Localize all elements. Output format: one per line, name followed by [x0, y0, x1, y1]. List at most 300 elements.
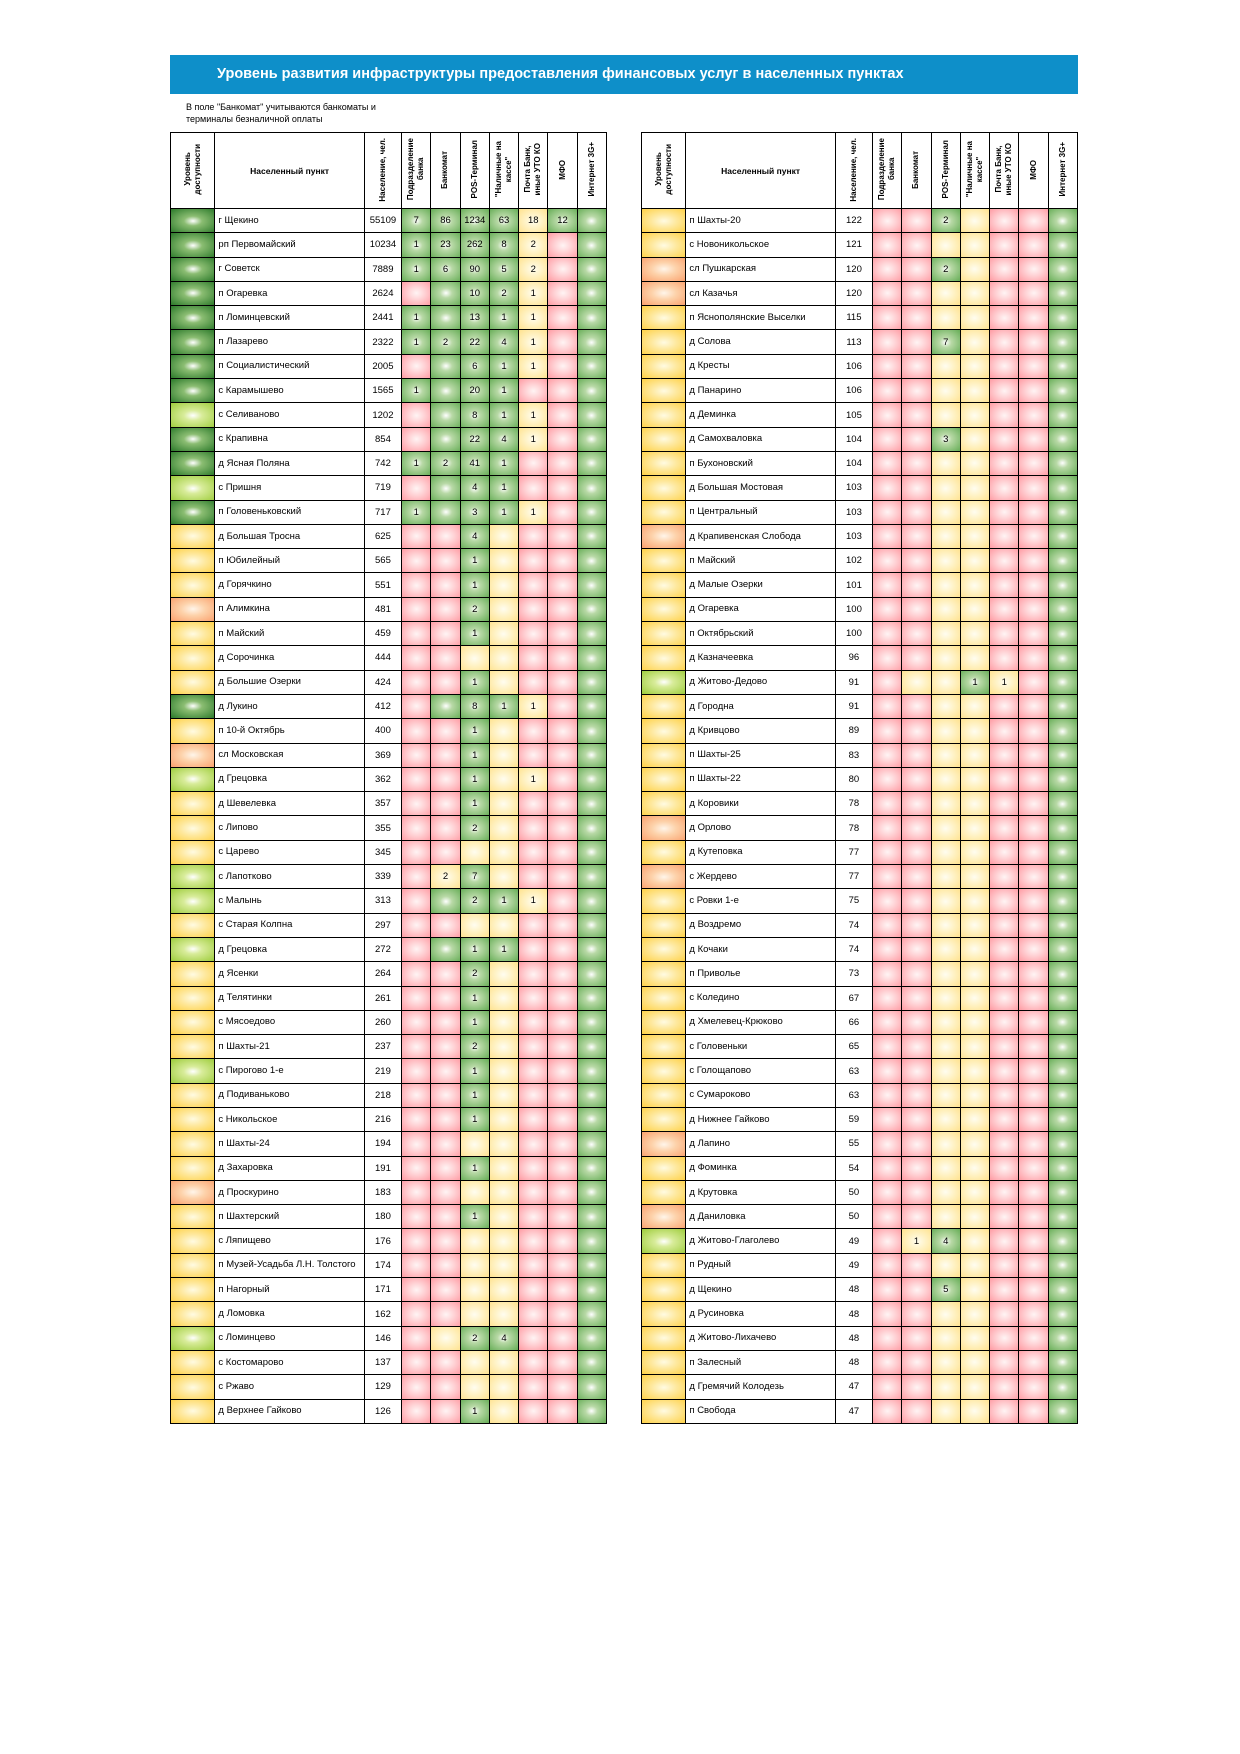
cash-cell	[489, 1253, 518, 1277]
atm-cell	[431, 1132, 460, 1156]
mfo-cell	[548, 403, 577, 427]
atm-cell	[902, 1278, 931, 1302]
cash-cell	[489, 646, 518, 670]
bank-cell	[402, 937, 431, 961]
post-cell	[519, 1399, 548, 1423]
bank-cell	[873, 1229, 902, 1253]
pos-cell	[931, 1132, 960, 1156]
cash-cell	[489, 1229, 518, 1253]
atm-cell	[902, 549, 931, 573]
pos-cell: 1	[460, 1107, 489, 1131]
post-cell: 1	[519, 403, 548, 427]
internet-cell	[577, 233, 606, 257]
atm-cell	[902, 1035, 931, 1059]
level-cell	[171, 1229, 215, 1253]
mfo-cell	[548, 792, 577, 816]
settlement-name: с Сумароково	[686, 1083, 835, 1107]
level-cell	[642, 743, 686, 767]
cash-cell	[960, 1059, 989, 1083]
table-row	[642, 1083, 1078, 1107]
level-cell	[171, 816, 215, 840]
pos-cell	[931, 379, 960, 403]
post-cell	[519, 986, 548, 1010]
population-cell: 424	[364, 670, 401, 694]
internet-cell	[1048, 913, 1077, 937]
level-cell	[171, 1302, 215, 1326]
pos-cell	[931, 1253, 960, 1277]
mfo-cell	[548, 1302, 577, 1326]
atm-cell	[902, 209, 931, 233]
post-cell	[990, 1107, 1019, 1131]
population-cell: 50	[835, 1180, 872, 1204]
pos-cell	[460, 1278, 489, 1302]
bank-cell	[873, 1035, 902, 1059]
pos-cell	[931, 816, 960, 840]
settlement-name: п Залесный	[686, 1350, 835, 1374]
post-cell	[990, 1302, 1019, 1326]
internet-cell	[577, 889, 606, 913]
internet-cell	[1048, 1399, 1077, 1423]
level-cell	[171, 937, 215, 961]
bank-cell	[873, 670, 902, 694]
mfo-cell	[1019, 379, 1048, 403]
page-title: Уровень развития инфраструктуры предоставления финансовых услуг в населенных пунктах	[170, 55, 1078, 94]
mfo-cell	[1019, 1180, 1048, 1204]
table-row	[642, 1035, 1078, 1059]
level-cell	[171, 840, 215, 864]
pos-cell	[931, 1010, 960, 1034]
cash-cell	[960, 306, 989, 330]
post-cell	[990, 1326, 1019, 1350]
level-cell	[171, 719, 215, 743]
level-cell	[642, 573, 686, 597]
mfo-cell	[1019, 1035, 1048, 1059]
settlement-name: п Майский	[686, 549, 835, 573]
level-cell	[642, 1059, 686, 1083]
population-cell: 89	[835, 719, 872, 743]
mfo-cell	[1019, 476, 1048, 500]
atm-cell	[431, 1278, 460, 1302]
population-cell: 297	[364, 913, 401, 937]
cash-cell	[960, 281, 989, 305]
level-cell	[642, 1399, 686, 1423]
table-row	[642, 646, 1078, 670]
bank-cell	[873, 694, 902, 718]
post-cell	[990, 233, 1019, 257]
settlement-name: д Русиновка	[686, 1302, 835, 1326]
level-cell	[642, 1180, 686, 1204]
level-cell	[171, 257, 215, 281]
population-cell: 78	[835, 816, 872, 840]
population-cell: 48	[835, 1326, 872, 1350]
atm-cell	[431, 1107, 460, 1131]
post-cell	[990, 573, 1019, 597]
mfo-cell	[548, 622, 577, 646]
cash-cell: 5	[489, 257, 518, 281]
bank-cell	[873, 233, 902, 257]
cash-cell	[489, 865, 518, 889]
level-cell	[642, 840, 686, 864]
internet-cell	[577, 937, 606, 961]
internet-cell	[1048, 1156, 1077, 1180]
header-internet: Интернет 3G+	[1048, 133, 1077, 209]
internet-cell	[1048, 257, 1077, 281]
pos-cell	[460, 1132, 489, 1156]
cash-cell	[960, 646, 989, 670]
post-cell	[990, 1180, 1019, 1204]
population-cell: 719	[364, 476, 401, 500]
population-cell: 48	[835, 1278, 872, 1302]
pos-cell: 2	[460, 1035, 489, 1059]
cash-cell	[960, 743, 989, 767]
bank-cell	[873, 573, 902, 597]
population-cell: 120	[835, 281, 872, 305]
table-row	[171, 1326, 607, 1350]
level-cell	[171, 281, 215, 305]
mfo-cell	[548, 913, 577, 937]
internet-cell	[1048, 1180, 1077, 1204]
atm-cell	[902, 719, 931, 743]
internet-cell	[1048, 840, 1077, 864]
settlement-name: с Селиваново	[215, 403, 364, 427]
bank-cell: 7	[402, 209, 431, 233]
pos-cell: 5	[931, 1278, 960, 1302]
level-cell	[171, 1035, 215, 1059]
pos-cell	[931, 233, 960, 257]
post-cell	[990, 306, 1019, 330]
pos-cell	[931, 451, 960, 475]
post-cell	[990, 840, 1019, 864]
table-row	[642, 1180, 1078, 1204]
internet-cell	[1048, 937, 1077, 961]
post-cell: 2	[519, 233, 548, 257]
bank-cell	[402, 1399, 431, 1423]
bank-cell	[402, 1035, 431, 1059]
mfo-cell	[548, 670, 577, 694]
cash-cell	[489, 962, 518, 986]
level-cell	[171, 1375, 215, 1399]
atm-cell	[902, 743, 931, 767]
population-cell: 264	[364, 962, 401, 986]
internet-cell	[1048, 1278, 1077, 1302]
pos-cell: 90	[460, 257, 489, 281]
cash-cell	[960, 1350, 989, 1374]
pos-cell: 4	[931, 1229, 960, 1253]
table-row	[171, 767, 607, 791]
post-cell	[990, 694, 1019, 718]
settlement-name: с Голощапово	[686, 1059, 835, 1083]
post-cell	[990, 792, 1019, 816]
level-cell	[642, 719, 686, 743]
pos-cell	[931, 1350, 960, 1374]
header-level: Уровень доступности	[171, 133, 215, 209]
bank-cell	[402, 1156, 431, 1180]
bank-cell	[873, 476, 902, 500]
pos-cell: 3	[931, 427, 960, 451]
cash-cell	[489, 1059, 518, 1083]
pos-cell: 4	[460, 524, 489, 548]
header-internet: Интернет 3G+	[577, 133, 606, 209]
internet-cell	[577, 1156, 606, 1180]
settlement-name: д Грецовка	[215, 937, 364, 961]
table-row	[642, 767, 1078, 791]
post-cell	[990, 719, 1019, 743]
pos-cell	[931, 597, 960, 621]
table-row	[642, 257, 1078, 281]
internet-cell	[577, 451, 606, 475]
cash-cell	[960, 1010, 989, 1034]
bank-cell	[873, 1010, 902, 1034]
post-cell	[990, 1059, 1019, 1083]
settlement-name: с Костомарово	[215, 1350, 364, 1374]
cash-cell	[489, 670, 518, 694]
bank-cell	[873, 743, 902, 767]
population-cell: 50	[835, 1205, 872, 1229]
settlement-name: с Ржаво	[215, 1375, 364, 1399]
settlement-name: п Майский	[215, 622, 364, 646]
table-row	[171, 743, 607, 767]
bank-cell	[402, 840, 431, 864]
level-cell	[642, 986, 686, 1010]
pos-cell: 8	[460, 403, 489, 427]
post-cell	[990, 1350, 1019, 1374]
internet-cell	[1048, 1205, 1077, 1229]
pos-cell: 1	[460, 1083, 489, 1107]
post-cell	[519, 1010, 548, 1034]
settlement-name: с Ровки 1-е	[686, 889, 835, 913]
bank-cell	[873, 1350, 902, 1374]
cash-cell	[489, 840, 518, 864]
level-cell	[171, 646, 215, 670]
cash-cell	[960, 500, 989, 524]
pos-cell	[931, 840, 960, 864]
pos-cell: 1	[460, 1059, 489, 1083]
level-cell	[171, 1180, 215, 1204]
table-row	[171, 937, 607, 961]
table-row	[171, 670, 607, 694]
pos-cell: 2	[460, 597, 489, 621]
table-row	[642, 209, 1078, 233]
settlement-name: д Огаревка	[686, 597, 835, 621]
internet-cell	[577, 1278, 606, 1302]
internet-cell	[577, 1083, 606, 1107]
settlement-name: п Лазарево	[215, 330, 364, 354]
header-population: Население, чел.	[364, 133, 401, 209]
pos-cell: 1	[460, 767, 489, 791]
table-row	[171, 1083, 607, 1107]
table-row	[171, 1107, 607, 1131]
post-cell	[519, 597, 548, 621]
atm-cell	[902, 476, 931, 500]
post-cell	[519, 937, 548, 961]
internet-cell	[1048, 1253, 1077, 1277]
population-cell: 481	[364, 597, 401, 621]
cash-cell	[960, 986, 989, 1010]
population-cell: 113	[835, 330, 872, 354]
table-row	[642, 622, 1078, 646]
population-cell: 171	[364, 1278, 401, 1302]
bank-cell	[873, 962, 902, 986]
bank-cell	[873, 889, 902, 913]
post-cell	[519, 1083, 548, 1107]
table-row	[171, 427, 607, 451]
header-pos: POS-Терминал	[931, 133, 960, 209]
population-cell: 65	[835, 1035, 872, 1059]
internet-cell	[577, 743, 606, 767]
bank-cell	[402, 1326, 431, 1350]
population-cell: 216	[364, 1107, 401, 1131]
level-cell	[171, 1350, 215, 1374]
population-cell: 106	[835, 354, 872, 378]
level-cell	[642, 524, 686, 548]
cash-cell	[489, 1350, 518, 1374]
atm-cell	[902, 524, 931, 548]
infrastructure-table-left	[170, 132, 607, 1424]
pos-cell	[931, 306, 960, 330]
bank-cell	[402, 524, 431, 548]
table-row	[171, 524, 607, 548]
settlement-name: п Центральный	[686, 500, 835, 524]
pos-cell	[931, 865, 960, 889]
cash-cell	[489, 719, 518, 743]
population-cell: 1202	[364, 403, 401, 427]
pos-cell	[931, 1035, 960, 1059]
internet-cell	[577, 694, 606, 718]
population-cell: 1565	[364, 379, 401, 403]
bank-cell	[402, 1253, 431, 1277]
bank-cell	[402, 573, 431, 597]
population-cell: 400	[364, 719, 401, 743]
cash-cell	[960, 889, 989, 913]
settlement-name: с Липово	[215, 816, 364, 840]
table-row	[171, 209, 607, 233]
bank-cell	[402, 1302, 431, 1326]
level-cell	[171, 622, 215, 646]
settlement-name: д Орлово	[686, 816, 835, 840]
pos-cell: 1	[460, 1156, 489, 1180]
internet-cell	[577, 524, 606, 548]
header-atm: Банкомат	[902, 133, 931, 209]
internet-cell	[1048, 597, 1077, 621]
cash-cell	[960, 427, 989, 451]
post-cell	[519, 451, 548, 475]
settlement-name: п Нагорный	[215, 1278, 364, 1302]
table-row	[171, 792, 607, 816]
mfo-cell	[548, 646, 577, 670]
atm-cell	[431, 1229, 460, 1253]
level-cell	[642, 1302, 686, 1326]
table-row	[171, 306, 607, 330]
cash-cell	[489, 1375, 518, 1399]
table-row	[171, 1156, 607, 1180]
mfo-cell	[1019, 743, 1048, 767]
atm-cell	[902, 792, 931, 816]
level-cell	[642, 1229, 686, 1253]
internet-cell	[577, 573, 606, 597]
post-cell: 1	[519, 354, 548, 378]
post-cell	[990, 1010, 1019, 1034]
bank-cell	[402, 962, 431, 986]
level-cell	[171, 524, 215, 548]
level-cell	[171, 330, 215, 354]
mfo-cell	[548, 1010, 577, 1034]
table-row	[171, 840, 607, 864]
bank-cell	[402, 1010, 431, 1034]
table-row	[171, 1180, 607, 1204]
bank-cell	[873, 306, 902, 330]
atm-cell	[431, 1059, 460, 1083]
level-cell	[642, 1278, 686, 1302]
pos-cell	[460, 1180, 489, 1204]
mfo-cell	[1019, 694, 1048, 718]
table-row	[171, 354, 607, 378]
cash-cell	[960, 1205, 989, 1229]
mfo-cell	[1019, 840, 1048, 864]
population-cell: 63	[835, 1059, 872, 1083]
population-cell: 565	[364, 549, 401, 573]
pos-cell: 2	[931, 257, 960, 281]
settlement-name: д Житово-Глаголево	[686, 1229, 835, 1253]
bank-cell	[873, 1278, 902, 1302]
level-cell	[642, 1035, 686, 1059]
mfo-cell	[1019, 767, 1048, 791]
level-cell	[642, 549, 686, 573]
level-cell	[171, 597, 215, 621]
level-cell	[171, 865, 215, 889]
bank-cell	[402, 865, 431, 889]
settlement-name: с Жердево	[686, 865, 835, 889]
mfo-cell	[1019, 1229, 1048, 1253]
cash-cell	[960, 403, 989, 427]
pos-cell	[931, 694, 960, 718]
atm-cell	[431, 1156, 460, 1180]
internet-cell	[1048, 524, 1077, 548]
population-cell: 313	[364, 889, 401, 913]
bank-cell: 1	[402, 233, 431, 257]
level-cell	[642, 306, 686, 330]
pos-cell: 22	[460, 330, 489, 354]
settlement-name: с Карамышево	[215, 379, 364, 403]
post-cell	[519, 1375, 548, 1399]
internet-cell	[1048, 1326, 1077, 1350]
pos-cell: 1	[460, 670, 489, 694]
mfo-cell	[1019, 719, 1048, 743]
bank-cell: 1	[402, 306, 431, 330]
settlement-name: д Коровики	[686, 792, 835, 816]
population-cell: 83	[835, 743, 872, 767]
atm-cell	[902, 889, 931, 913]
mfo-cell	[1019, 1253, 1048, 1277]
pos-cell	[931, 476, 960, 500]
bank-cell	[402, 743, 431, 767]
level-cell	[171, 1205, 215, 1229]
internet-cell	[1048, 549, 1077, 573]
bank-cell	[402, 597, 431, 621]
table-row	[171, 403, 607, 427]
header-name: Населенный пункт	[686, 133, 835, 209]
settlement-name: д Деминка	[686, 403, 835, 427]
post-cell	[519, 1205, 548, 1229]
table-row	[642, 694, 1078, 718]
bank-cell	[873, 816, 902, 840]
internet-cell	[1048, 1035, 1077, 1059]
population-cell: 2441	[364, 306, 401, 330]
atm-cell	[431, 962, 460, 986]
post-cell: 2	[519, 257, 548, 281]
atm-cell	[902, 694, 931, 718]
level-cell	[642, 500, 686, 524]
table-row	[171, 1132, 607, 1156]
